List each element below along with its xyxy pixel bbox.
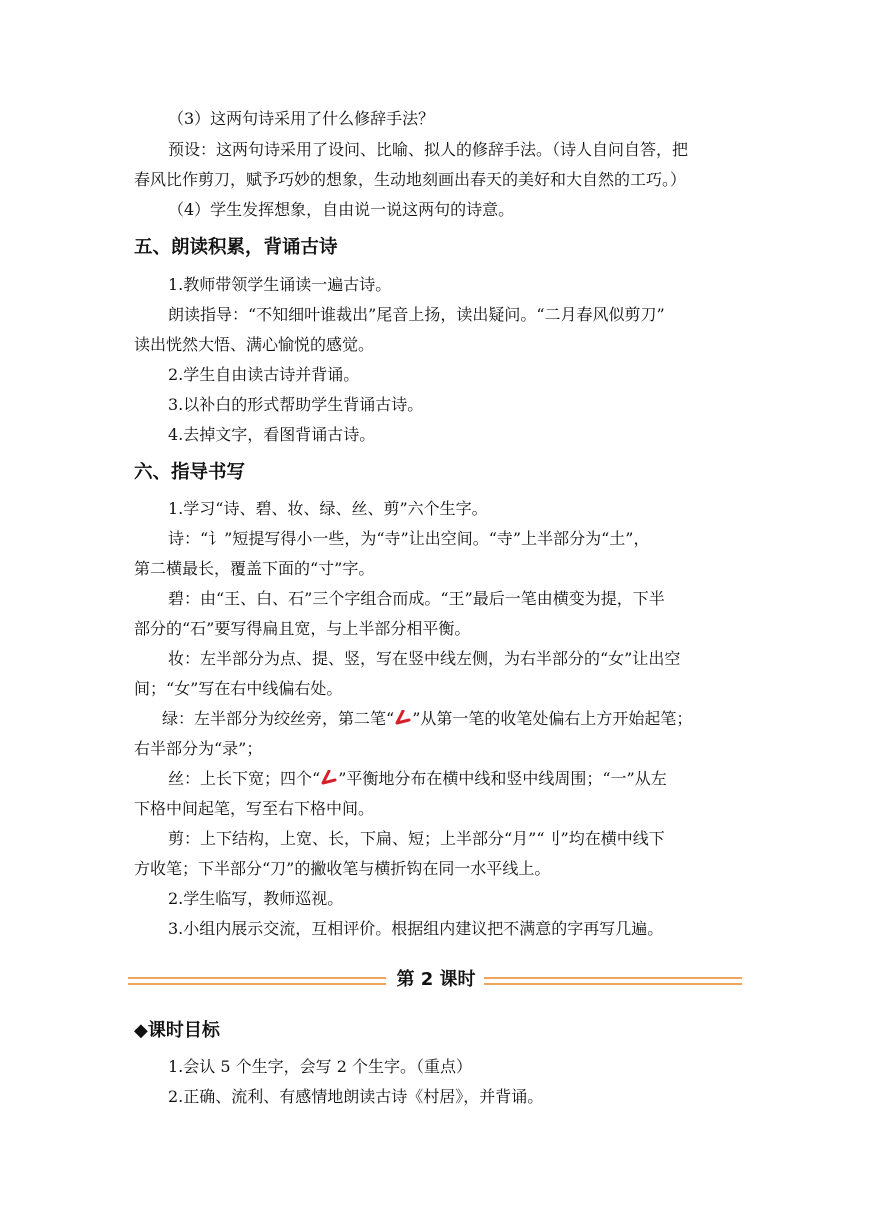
divider-line — [484, 977, 742, 979]
s5-item-2: 2.学生自由读古诗并背诵。 — [168, 365, 360, 384]
si-text-b: ”平衡地分布在横中线和竖中线周围；“一”从左 — [338, 769, 667, 788]
pie-zhe-stroke-icon — [394, 706, 412, 722]
bi-guide-line-2: 部分的“石”要写得扁且宽，与上半部分相平衡。 — [134, 619, 471, 638]
s6-item-2: 2.学生临写，教师巡视。 — [168, 889, 344, 908]
jian-guide-line-1: 剪：上下结构，上宽、长，下扁、短；上半部分“月”“刂”均在横中线下 — [168, 829, 665, 848]
si-guide-line-1 — [168, 764, 740, 793]
s5-item-1: 1.教师带领学生诵读一遍古诗。 — [168, 275, 392, 294]
s6-item-3: 3.小组内展示交流，互相评价。根据组内建议把不满意的字再写几遍。 — [168, 919, 664, 938]
shi-guide-line-1: 诗：“讠”短提写得小一些，为“寺”让出空间。“寺”上半部分为“土”， — [168, 529, 650, 548]
s6-item-1: 1.学习“诗、碧、妆、绿、丝、剪”六个生字。 — [168, 499, 488, 518]
si-text-a: 丝：上长下宽；四个“ — [168, 769, 321, 788]
preset-answer-line-2: 春风比作剪刀，赋予巧妙的想象，生动地刻画出春天的美好和大自然的工巧。） — [134, 170, 687, 189]
zhuang-guide-line-2: 间；“女”写在右中线偏右处。 — [134, 679, 343, 698]
objective-1: 1.会认 5 个生字，会写 2 个生字。（重点） — [168, 1057, 472, 1076]
s5-item-4: 4.去掉文字，看图背诵古诗。 — [168, 425, 376, 444]
lv-text-a: 绿：左半部分为绞丝旁，第二笔“ — [162, 709, 395, 728]
s5-guide-line-2: 读出恍然大悟、满心愉悦的感觉。 — [134, 335, 375, 354]
question-3: （3）这两句诗采用了什么修辞手法？ — [168, 109, 435, 128]
divider-line — [128, 977, 386, 979]
lv-guide-line-1 — [162, 704, 734, 733]
lv-text-b: ”从第一笔的收笔处偏右上方开始起笔； — [412, 709, 693, 728]
s5-guide-line-1: 朗读指导：“不知细叶谁裁出”尾音上扬，读出疑问。“二月春风似剪刀” — [168, 305, 665, 324]
lesson-title: 第 2 课时 — [396, 969, 476, 990]
question-4: （4）学生发挥想象，自由说一说这两句的诗意。 — [168, 200, 515, 219]
lesson-divider — [128, 969, 742, 1002]
lv-guide-line-2: 右半部分为“录”； — [134, 739, 263, 758]
section-5-heading: 五、朗读积累，背诵古诗 — [134, 237, 338, 258]
preset-answer-line-1: 预设：这两句诗采用了设问、比喻、拟人的修辞手法。（诗人自问自答，把 — [168, 140, 689, 159]
section-6-heading: 六、指导书写 — [134, 462, 246, 483]
objective-2: 2.正确、流利、有感情地朗读古诗《村居》，并背诵。 — [168, 1087, 544, 1106]
bi-guide-line-1: 碧：由“王、白、石”三个字组合而成。“王”最后一笔由横变为提，下半 — [168, 589, 665, 608]
zhuang-guide-line-1: 妆：左半部分为点、提、竖，写在竖中线左侧，为右半部分的“女”让出空 — [168, 649, 681, 668]
divider-line — [128, 983, 386, 985]
s5-item-3: 3.以补白的形式帮助学生背诵古诗。 — [168, 395, 424, 414]
shi-guide-line-2: 第二横最长，覆盖下面的“寸”字。 — [134, 559, 375, 578]
objectives-heading: ◆课时目标 — [134, 1020, 220, 1041]
pie-zhe-stroke-icon — [320, 766, 338, 782]
divider-line — [484, 983, 742, 985]
jian-guide-line-2: 方收笔；下半部分“刀”的撇收笔与横折钩在同一水平线上。 — [134, 859, 551, 878]
si-guide-line-2: 下格中间起笔，写至右下格中间。 — [134, 799, 375, 818]
